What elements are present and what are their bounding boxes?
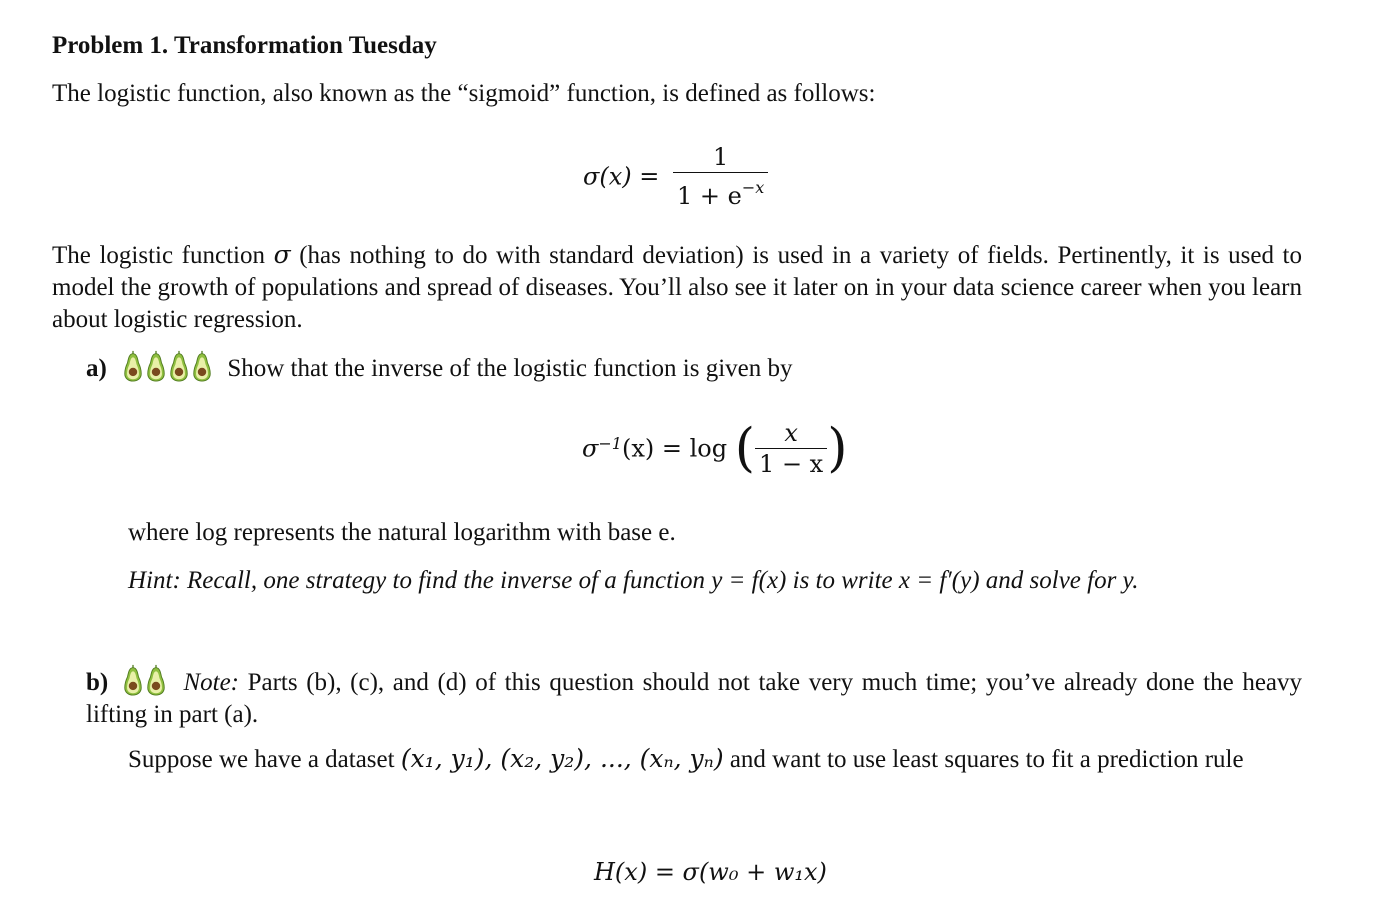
dataset-math: (x₁, y₁), (x₂, y₂), ..., (xₙ, yₙ) (400, 744, 724, 773)
note-text: Parts (b), (c), and (d) of this question should not take very much time; you’ve already done the heavy lifting in part (a). (86, 669, 1303, 728)
sigmoid-fraction (673, 142, 768, 211)
inverse-exponent: −1 (598, 434, 622, 453)
logistic-paragraph (52, 239, 1302, 336)
inverse-lhs-rest: (x) = log (621, 434, 728, 463)
inverse-sigma: σ (582, 434, 599, 463)
sigmoid-den-exponent: −x (741, 178, 765, 197)
right-paren: ) (827, 418, 848, 479)
prediction-rule: H(x) = σ(w₀ + w₁x) (594, 858, 827, 886)
part-a-after: where log represents the natural logarithm with base e. (128, 519, 676, 546)
left-paren: ( (734, 418, 756, 479)
part-a-line (86, 350, 793, 385)
para-start: The logistic function (52, 242, 274, 269)
para-rest: (has nothing to do with standard deviation) is used in a variety of fields. Pertinently, it is used to model the growth of populations and spread of diseases. You’ll also see it later on in your data science career when you learn about logistic regression. (52, 242, 1303, 333)
part-a-text: Show that the inverse of the logistic function is given by (227, 355, 793, 382)
note-label: Note: (183, 669, 239, 696)
problem-title: Problem 1. Transformation Tuesday (52, 32, 437, 59)
part-b-block (86, 664, 1302, 731)
part-b-label: b) (86, 669, 109, 696)
sigmoid-lhs: σ(x) = (583, 162, 660, 191)
dataset-paragraph (128, 743, 1302, 776)
part-a-hint: Hint: Recall, one strategy to find the inverse of a function y = f(x) is to write x = f′(y) and solve for y. (128, 567, 1139, 594)
sigmoid-denominator (673, 172, 768, 211)
sigmoid-definition (583, 142, 768, 211)
sigmoid-numerator: 1 (713, 143, 729, 171)
intro-sentence: The logistic function, also known as the “sigmoid” function, is defined as follows: (52, 80, 876, 107)
inverse-equation (582, 418, 848, 479)
avocado-icon (192, 350, 212, 382)
inverse-denominator: 1 − x (755, 448, 827, 479)
avocado-icon (146, 350, 166, 382)
avocado-icon (169, 350, 189, 382)
dataset-end: and want to use least squares to fit a prediction rule (723, 746, 1244, 773)
part-a-avocados (123, 355, 221, 382)
avocado-icon (123, 350, 143, 382)
part-a-label: a) (86, 355, 107, 382)
sigmoid-den-base: 1 + e (677, 182, 742, 210)
avocado-icon (123, 664, 143, 696)
part-b-avocados (123, 669, 178, 696)
para-sigma: σ (273, 240, 291, 269)
avocado-icon (146, 664, 166, 696)
dataset-start: Suppose we have a dataset (128, 746, 401, 773)
inverse-fraction (755, 418, 827, 479)
inverse-numerator: x (784, 419, 798, 447)
